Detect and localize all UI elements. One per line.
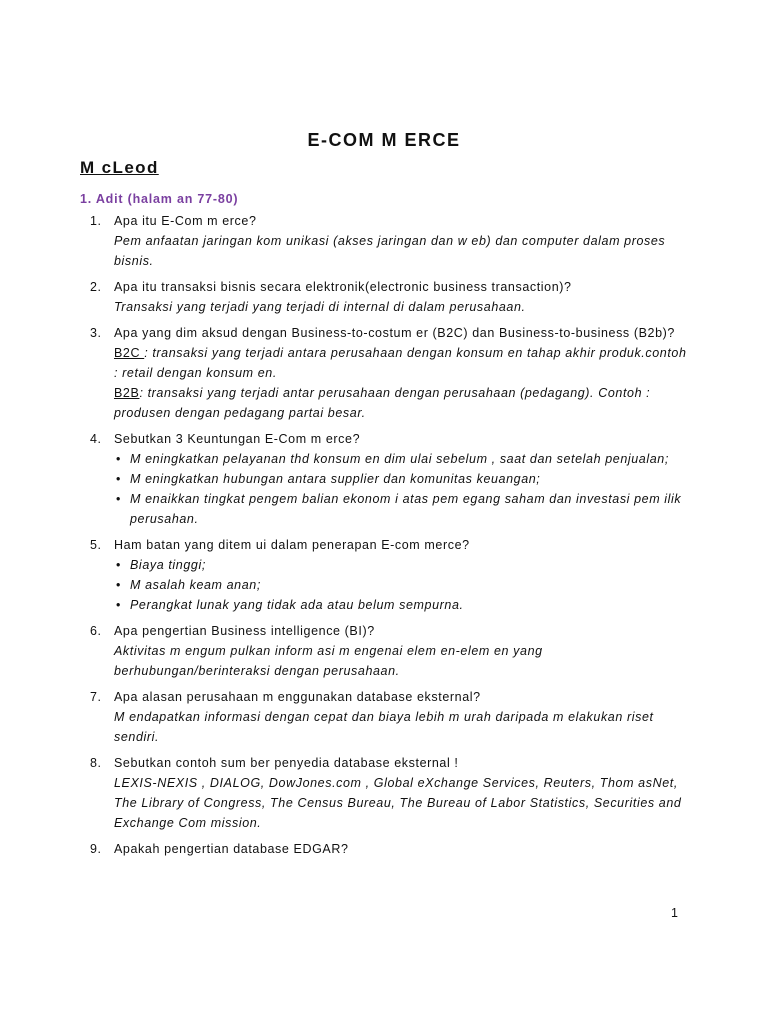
question-text: Sebutkan 3 Keuntungan E-Com m erce? [114, 432, 361, 446]
b2c-text: : transaksi yang terjadi antara perusahaan dengan konsum en tahap akhir produk.contoh : retail dengan konsum en. [114, 346, 687, 380]
subsection-heading: 1. Adit (halam an 77-80) [80, 192, 239, 206]
bullet-dot-icon: • [116, 472, 121, 486]
answer-text: Pem anfaatan jaringan kom unikasi (akses jaringan dan w eb) dan computer dalam proses bisnis. [114, 234, 666, 268]
bullet-dot-icon: • [116, 598, 121, 612]
list-item [80, 687, 690, 747]
bullet-dot-icon: • [116, 578, 121, 592]
item-number: 1. [90, 214, 102, 228]
bullet-dot-icon: • [116, 452, 121, 466]
answer-text: Aktivitas m engum pulkan inform asi m engenai elem en-elem en yang berhubungan/berinteraksi dengan perusahaan. [114, 644, 543, 678]
bullet-dot-icon: • [116, 492, 121, 506]
question-text: Apa itu E-Com m erce? [114, 214, 257, 228]
item-number: 7. [90, 690, 102, 704]
b2b-text: : transaksi yang terjadi antar perusahaan dengan perusahaan (pedagang). Contoh : produsen dengan pedagang partai besar. [114, 386, 651, 420]
question-text: Apakah pengertian database EDGAR? [114, 842, 349, 856]
bullet-text: M eningkatkan pelayanan thd konsum en dim ulai sebelum , saat dan setelah penjualan; [130, 452, 669, 466]
bullet-item [114, 449, 690, 469]
bullet-text: M eningkatkan hubungan antara supplier dan komunitas keuangan; [130, 472, 541, 486]
bullet-item [114, 489, 690, 529]
bullet-text: M enaikkan tingkat pengem balian ekonom i atas pem egang saham dan investasi pem ilik perusahan. [130, 492, 682, 526]
bullet-text: M asalah keam anan; [130, 578, 261, 592]
answer-text: Transaksi yang terjadi yang terjadi di internal di dalam perusahaan. [114, 300, 526, 314]
answer-text: LEXIS-NEXIS , DIALOG, DowJones.com , Global eXchange Services, Reuters, Thom asNet, The Library of Congress, The Census Bureau, The Bureau of Labor Statistics, Securities and Exchange Com mission. [114, 776, 682, 830]
bullet-item [114, 555, 690, 575]
bullet-text: Perangkat lunak yang tidak ada atau belum sempurna. [130, 598, 464, 612]
list-item [80, 211, 690, 271]
item-number: 8. [90, 756, 102, 770]
bullet-item [114, 595, 690, 615]
question-text: Apa pengertian Business intelligence (BI)? [114, 624, 375, 638]
list-item [80, 277, 690, 317]
item-number: 2. [90, 280, 102, 294]
bullet-text: Biaya tinggi; [130, 558, 206, 572]
question-list [80, 211, 690, 865]
item-number: 6. [90, 624, 102, 638]
b2b-label: B2B [114, 386, 140, 400]
item-number: 4. [90, 432, 102, 446]
bullet-item [114, 575, 690, 595]
section-heading: M cLeod [80, 158, 159, 177]
list-item [80, 753, 690, 833]
bullet-list [114, 555, 690, 615]
b2c-answer [114, 343, 690, 383]
question-text: Sebutkan contoh sum ber penyedia database eksternal ! [114, 756, 459, 770]
item-number: 3. [90, 326, 102, 340]
document-title: E-COM M ERCE [307, 130, 461, 150]
b2b-answer [114, 383, 690, 423]
bullet-list [114, 449, 690, 529]
answer-text: M endapatkan informasi dengan cepat dan biaya lebih m urah daripada m elakukan riset sendiri. [114, 710, 654, 744]
question-text: Apa alasan perusahaan m enggunakan database eksternal? [114, 690, 481, 704]
list-item [80, 535, 690, 615]
item-number: 5. [90, 538, 102, 552]
question-text: Apa itu transaksi bisnis secara elektronik(electronic business transaction)? [114, 280, 572, 294]
bullet-item [114, 469, 690, 489]
question-text: Ham batan yang ditem ui dalam penerapan E-com merce? [114, 538, 470, 552]
list-item [80, 429, 690, 529]
list-item [80, 839, 690, 859]
question-text: Apa yang dim aksud dengan Business-to-costum er (B2C) dan Business-to-business (B2b)? [114, 326, 675, 340]
item-number: 9. [90, 842, 102, 856]
page-number: 1 [671, 906, 678, 920]
list-item [80, 621, 690, 681]
list-item [80, 323, 690, 423]
b2c-label: B2C [114, 346, 145, 360]
bullet-dot-icon: • [116, 558, 121, 572]
